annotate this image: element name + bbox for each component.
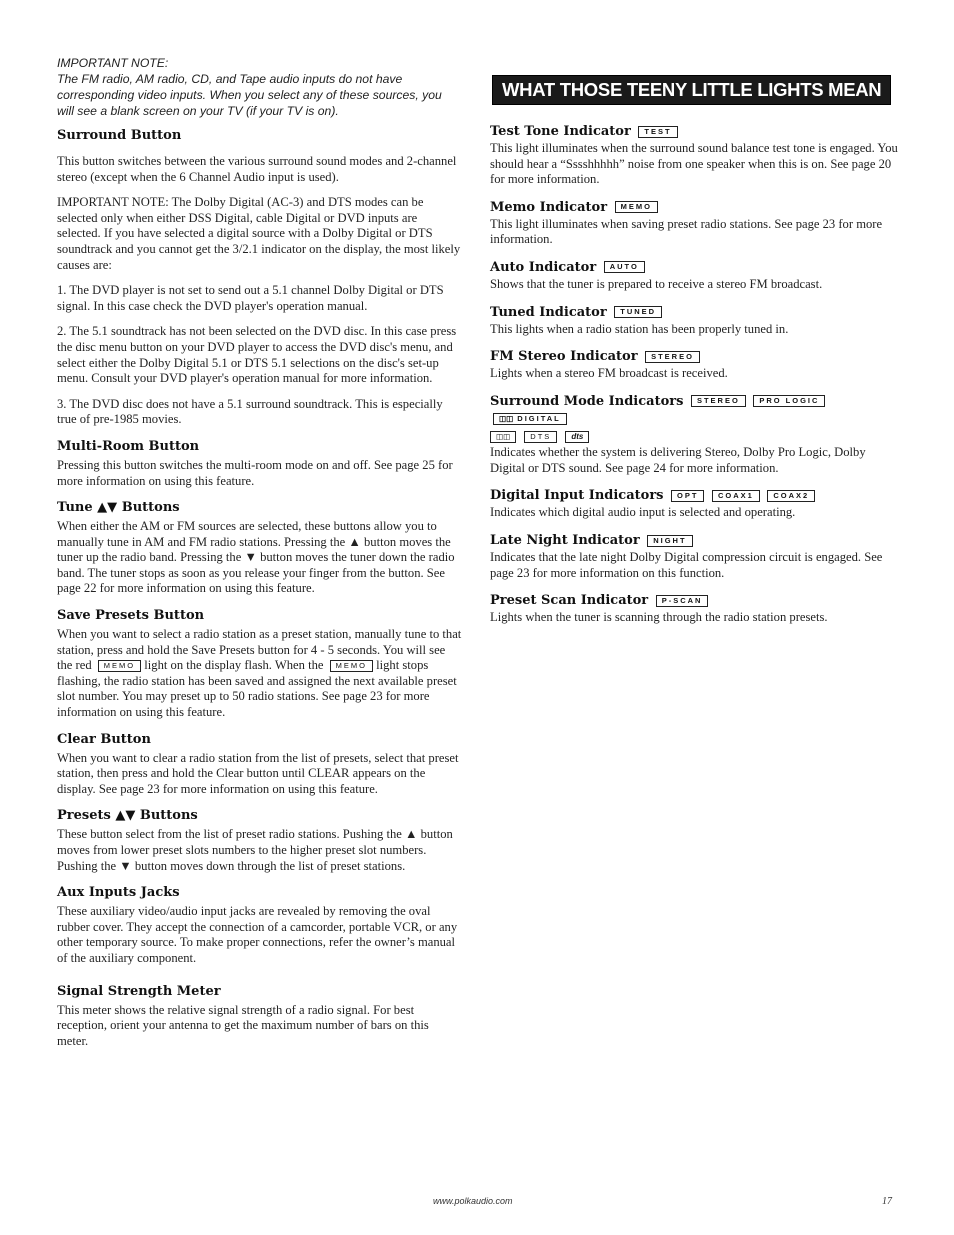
paragraph: Indicates that the late night Dolby Digital compression circuit is engaged. See page 23 for more information on this function. xyxy=(490,550,883,580)
title-text: Digital Input Indicators xyxy=(490,488,664,504)
auto-section xyxy=(490,259,900,293)
title-text: Tuned Indicator xyxy=(490,304,607,320)
clear-section xyxy=(57,731,462,798)
paragraph: Lights when the tuner is scanning through the radio station presets. xyxy=(490,610,828,625)
footer-url: www.polkaudio.com xyxy=(433,1196,513,1206)
stereo-indicator: STEREO xyxy=(691,395,746,407)
coax1-indicator: COAX1 xyxy=(712,490,760,502)
pro-logic-indicator: PRO LOGIC xyxy=(753,395,825,407)
fm-stereo-section xyxy=(490,348,900,382)
page-number: 17 xyxy=(882,1196,892,1207)
paragraph: These button select from the list of preset radio stations. Pushing the ▲ button moves from lower preset slots numbers to the higher preset slot numbers. Pushing the ▼ button moves down through the list of preset stations. xyxy=(57,827,453,873)
title-text: Late Night Indicator xyxy=(490,533,640,549)
paragraph: 2. The 5.1 soundtrack has not been selected on the DVD disc. In this case press the disc menu button on your DVD player to access the DVD disc's menu, and select either the Dolby Digital 5.1 or DTS 5.1 selections on the disc's set-up menu. Consult your DVD player's operation manual for more information. xyxy=(57,324,457,386)
paragraph: Indicates whether the system is delivering Stereo, Dolby Pro Logic, Dolby Digital or DTS sound. See page 24 for more information. xyxy=(490,445,866,475)
memo-section xyxy=(490,199,900,248)
paragraph: Pressing this button switches the multi-room mode on and off. See page 25 for more information on using this feature. xyxy=(57,457,453,488)
surround-section xyxy=(57,127,462,428)
digital-indicator xyxy=(493,413,567,425)
late-night-section xyxy=(490,532,900,581)
section-title xyxy=(490,304,900,322)
tuned-section xyxy=(490,304,900,338)
important-note xyxy=(57,55,462,119)
night-indicator: NIGHT xyxy=(647,535,692,547)
paragraph: This light illuminates when the surround sound balance test tone is engaged. You should hear a “Sssshhhhh” noise from one speaker when this is on. See page 20 for more information. xyxy=(490,141,898,187)
test-indicator: TEST xyxy=(638,126,677,138)
paragraph: 3. The DVD disc does not have a 5.1 surround soundtrack. This is especially true of pre-1985 movies. xyxy=(57,396,443,427)
save-presets-section xyxy=(57,607,462,721)
aux-section xyxy=(57,884,462,966)
section-title: Signal Strength Meter xyxy=(57,983,221,999)
paragraph: When either the AM or FM sources are selected, these buttons allow you to manually tune in AM and FM radio stations. Pressing the ▲ button moves the tuner up the radio band. Pressing the ▼ button moves the tuner down the radio band. The tuner stops as soon as you release your finger from the button. See page 22 for more information on using this feature. xyxy=(57,519,455,596)
tuned-indicator: TUNED xyxy=(614,306,662,318)
section-title: Presets ▲▼ Buttons xyxy=(57,808,198,824)
right-column xyxy=(490,55,900,626)
surround-mode-section xyxy=(490,393,900,477)
tune-section xyxy=(57,499,462,597)
section-title: Tune ▲▼ Buttons xyxy=(57,500,180,516)
section-title: Surround Button xyxy=(57,128,182,143)
coax2-indicator: COAX2 xyxy=(767,490,815,502)
text-run: light stops flashing, the radio station has been saved and assigned the next available preset slot number. You may preset up to 50 radio stations. See page 23 for more information on using this feature. xyxy=(57,658,457,720)
paragraph: These auxiliary video/audio input jacks are revealed by removing the oval rubber cover. They accept the connection of a camcorder, portable VCR, or any other temporary source. To make proper connections, refer the owner’s manual of the auxiliary component. xyxy=(57,904,458,965)
left-column xyxy=(57,55,462,1049)
section-title xyxy=(490,487,900,505)
indicator-row xyxy=(490,431,900,444)
signal-section xyxy=(57,983,462,1050)
section-title: Multi-Room Button xyxy=(57,438,200,454)
multiroom-section xyxy=(57,438,462,489)
section-title xyxy=(490,348,900,366)
dolby-double-d-icon: ◫◫ xyxy=(499,414,514,424)
section-title xyxy=(490,199,900,217)
dts-logo-indicator: dts xyxy=(565,431,589,443)
title-text: Surround Mode Indicators xyxy=(490,393,684,409)
opt-indicator: OPT xyxy=(671,490,704,502)
paragraph: Lights when a stereo FM broadcast is received. xyxy=(490,366,728,381)
section-title xyxy=(490,259,900,277)
paragraph: 1. The DVD player is not set to send out a 5.1 channel Dolby Digital or DTS signal. In this case check the DVD player's operation manual. xyxy=(57,283,444,313)
section-title: Aux Inputs Jacks xyxy=(57,885,180,901)
title-text: Preset Scan Indicator xyxy=(490,593,649,609)
note-text: The FM radio, AM radio, CD, and Tape audio inputs do not have corresponding video inputs. When you select any of these sources, you will see a blank screen on your TV (if your TV is on). xyxy=(57,72,442,118)
title-text: Auto Indicator xyxy=(490,259,597,275)
text-run: When you want to select a radio station as a preset station, manually tune to that station, press and hold the Save Presets button for 4 - 5 seconds. You will see the red xyxy=(57,627,462,673)
memo-indicator: MEMO xyxy=(330,660,373,672)
test-tone-section xyxy=(490,123,900,188)
pscan-indicator: P-SCAN xyxy=(656,595,709,607)
section-title xyxy=(490,592,900,610)
section-title xyxy=(490,393,900,429)
title-text: Test Tone Indicator xyxy=(490,124,631,139)
paragraph xyxy=(57,627,462,721)
paragraph: Indicates which digital audio input is selected and operating. xyxy=(490,505,796,520)
paragraph: This lights when a radio station has been properly tuned in. xyxy=(490,321,789,336)
section-title xyxy=(490,123,900,141)
memo-indicator: MEMO xyxy=(98,660,141,672)
section-banner: WHAT THOSE TEENY LITTLE LIGHTS MEAN xyxy=(492,75,891,105)
title-text: Memo Indicator xyxy=(490,199,608,215)
auto-indicator: AUTO xyxy=(604,261,645,273)
dolby-double-d-icon: ◫◫ xyxy=(490,431,516,443)
memo-indicator: MEMO xyxy=(615,201,658,213)
section-title xyxy=(490,532,900,550)
paragraph: This light illuminates when saving preset radio stations. See page 23 for more information. xyxy=(490,216,883,247)
section-title: Clear Button xyxy=(57,731,151,747)
paragraph: Shows that the tuner is prepared to receive a stereo FM broadcast. xyxy=(490,276,823,291)
preset-scan-section xyxy=(490,592,900,626)
indicator-label: DIGITAL xyxy=(517,414,561,424)
stereo-indicator: STEREO xyxy=(645,351,700,363)
paragraph: IMPORTANT NOTE: The Dolby Digital (AC-3) and DTS modes can be selected only when either DSS Digital, cable Digital or DVD inputs are selected. If you have selected a digital source with a Dolby Digital or DTS soundtrack and you cannot get the 3/2.1 indicator on the display, the most likely causes are: xyxy=(57,195,461,272)
paragraph: When you want to clear a radio station from the list of presets, select that preset station, then press and hold the Clear button until CLEAR appears on the display. See page 23 for more information on using this feature. xyxy=(57,750,459,796)
digital-input-section xyxy=(490,487,900,521)
paragraph: This meter shows the relative signal strength of a radio signal. For best reception, orient your antenna to get the maximum number of bars on this meter. xyxy=(57,1002,429,1048)
paragraph: This button switches between the various surround sound modes and 2-channel stereo (except when the 6 Channel Audio input is used). xyxy=(57,154,457,184)
section-title: Save Presets Button xyxy=(57,608,205,624)
note-heading: IMPORTANT NOTE: xyxy=(57,56,169,70)
dts-indicator: DTS xyxy=(524,431,557,443)
title-text: FM Stereo Indicator xyxy=(490,349,638,365)
text-run: light on the display flash. When the xyxy=(144,658,324,673)
presets-section xyxy=(57,807,462,874)
